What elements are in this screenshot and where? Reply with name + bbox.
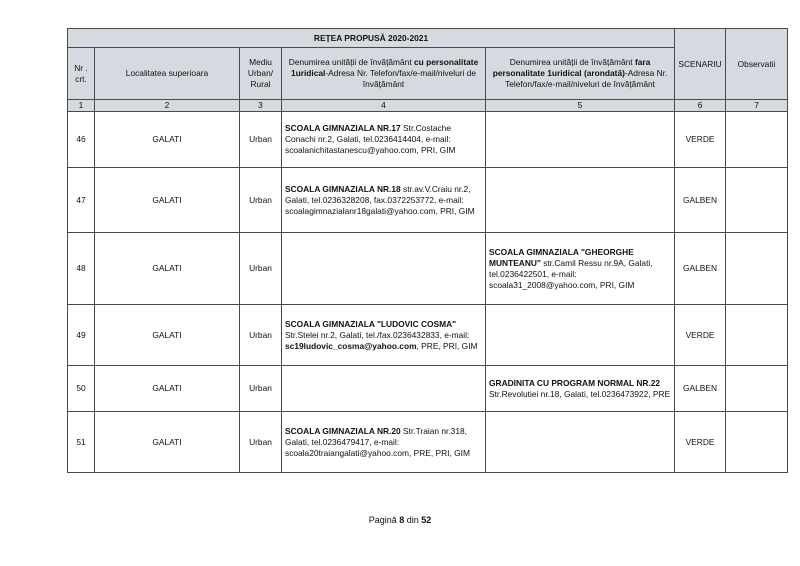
- row-localitate: GALATI: [95, 412, 240, 473]
- table-row: [68, 366, 788, 412]
- row-observatii: [726, 168, 788, 233]
- row-nr: 46: [68, 112, 95, 168]
- header-scenariu: SCENARIU: [675, 29, 726, 100]
- header-mediu: Mediu Urban/ Rural: [240, 48, 282, 100]
- row-observatii: [726, 366, 788, 412]
- row-mediu: Urban: [240, 366, 282, 412]
- school-detail: Str.Traian nr.318, Galati, tel.0236479417, e-mail: scoala20traiangalati@yahoo.com, PRE, PRI, GIM: [285, 425, 470, 458]
- school-detail: str.av.V.Craiu nr.2, Galati, tel.0236328208, fax.0372253772, e-mail: scoalagimnazialanr18galati@yahoo.com, PRI, GIM: [285, 183, 475, 216]
- col-number: 3: [240, 100, 282, 112]
- row-localitate: GALATI: [95, 233, 240, 305]
- header-cu-bold: cu personalitate 1uridical: [290, 57, 479, 78]
- school-detail: Str.Costache Conachi nr.2, Galati, tel.0236414404, e-mail: scoalanichitastanescu@yahoo.com, PRI, GIM: [285, 123, 456, 155]
- header-fara-bold: fara personalitate 1uridical (arondată): [492, 57, 651, 78]
- row-cu-personalitate: [282, 366, 486, 412]
- row-fara-personalitate: [486, 168, 675, 233]
- col-number: 2: [95, 100, 240, 112]
- school-name: SCOALA GIMNAZIALA NR.20: [285, 425, 401, 436]
- row-localitate: GALATI: [95, 168, 240, 233]
- table-row: [68, 233, 788, 305]
- row-cu-personalitate: [282, 168, 486, 233]
- header-cu-personalitate: [282, 48, 486, 100]
- row-mediu: Urban: [240, 412, 282, 473]
- footer-page-total: 52: [421, 515, 432, 525]
- table-row: [68, 412, 788, 473]
- school-detail: str.Camil Ressu nr.9A, Galati, tel.0236422501, e-mail: scoala31_2008@yahoo.com, PRI, GIM: [489, 257, 653, 290]
- school-name: GRADINITA CU PROGRAM NORMAL NR.22: [489, 377, 661, 388]
- school-name: SCOALA GIMNAZIALA NR.17: [285, 123, 401, 133]
- row-observatii: [726, 112, 788, 168]
- row-nr: 48: [68, 233, 95, 305]
- row-fara-personalitate: [486, 412, 675, 473]
- row-mediu: Urban: [240, 305, 282, 366]
- row-scenariu: GALBEN: [675, 366, 726, 412]
- row-cu-personalitate: [282, 112, 486, 168]
- header-localitate: Localitatea superioara: [95, 48, 240, 100]
- table-row: [68, 305, 788, 366]
- row-nr: 51: [68, 412, 95, 473]
- row-localitate: GALATI: [95, 305, 240, 366]
- col-number: 6: [675, 100, 726, 112]
- row-observatii: [726, 412, 788, 473]
- row-cu-personalitate: [282, 233, 486, 305]
- row-nr: 49: [68, 305, 95, 366]
- table-title: REȚEA PROPUSĂ 2020-2021: [68, 29, 675, 48]
- row-fara-personalitate: [486, 305, 675, 366]
- school-name: SCOALA GIMNAZIALA "LUDOVIC COSMA": [285, 318, 457, 329]
- row-nr: 50: [68, 366, 95, 412]
- table-row: [68, 168, 788, 233]
- col-number: 4: [282, 100, 486, 112]
- row-observatii: [726, 233, 788, 305]
- footer-page-number: 8: [399, 515, 405, 525]
- row-localitate: GALATI: [95, 366, 240, 412]
- col-number: 7: [726, 100, 788, 112]
- row-fara-personalitate: [486, 233, 675, 305]
- col-number: 1: [68, 100, 95, 112]
- row-scenariu: GALBEN: [675, 233, 726, 305]
- row-observatii: [726, 305, 788, 366]
- school-email: sc19ludovic_cosma@yahoo.com: [285, 340, 417, 351]
- school-network-table: [67, 28, 788, 473]
- row-fara-personalitate: [486, 366, 675, 412]
- row-cu-personalitate: [282, 412, 486, 473]
- row-cu-personalitate: [282, 305, 486, 366]
- school-detail: , PRE, PRI, GIM: [416, 340, 478, 351]
- header-cu-pre: Denumirea unității de învățământ: [288, 57, 414, 67]
- header-nr: Nr . crt.: [68, 48, 95, 100]
- header-fara-pre: Denumirea unității de învățământ: [509, 57, 635, 67]
- row-scenariu: GALBEN: [675, 168, 726, 233]
- header-fara-post: -Adresa Nr. Telefon/fax/e-mail/niveluri de învățământ: [505, 68, 668, 89]
- row-mediu: Urban: [240, 233, 282, 305]
- row-localitate: GALATI: [95, 112, 240, 168]
- row-scenariu: VERDE: [675, 305, 726, 366]
- header-fara-personalitate: [486, 48, 675, 100]
- header-cu-post: -Adresa Nr. Telefon/fax/e-mail/niveluri de învățământ: [325, 68, 477, 89]
- row-mediu: Urban: [240, 112, 282, 168]
- school-name: SCOALA GIMNAZIALA "GHEORGHE MUNTEANU": [489, 246, 634, 268]
- row-scenariu: VERDE: [675, 112, 726, 168]
- row-nr: 47: [68, 168, 95, 233]
- table-row: [68, 112, 788, 168]
- page-footer: [0, 515, 800, 525]
- footer-middle: din: [404, 515, 422, 525]
- footer-prefix: Pagină: [368, 515, 400, 525]
- school-detail: Str.Revolutiei nr.18, Galati, tel.0236473922, PRE: [489, 388, 671, 399]
- school-name: SCOALA GIMNAZIALA NR.18: [285, 183, 401, 194]
- row-fara-personalitate: [486, 112, 675, 168]
- column-number-row: [68, 100, 788, 112]
- row-scenariu: VERDE: [675, 412, 726, 473]
- header-observatii: Observatii: [726, 29, 788, 100]
- row-mediu: Urban: [240, 168, 282, 233]
- school-detail: Str.Stelei nr.2, Galati, tel./fax.0236432833, e-mail:: [285, 329, 470, 340]
- col-number: 5: [486, 100, 675, 112]
